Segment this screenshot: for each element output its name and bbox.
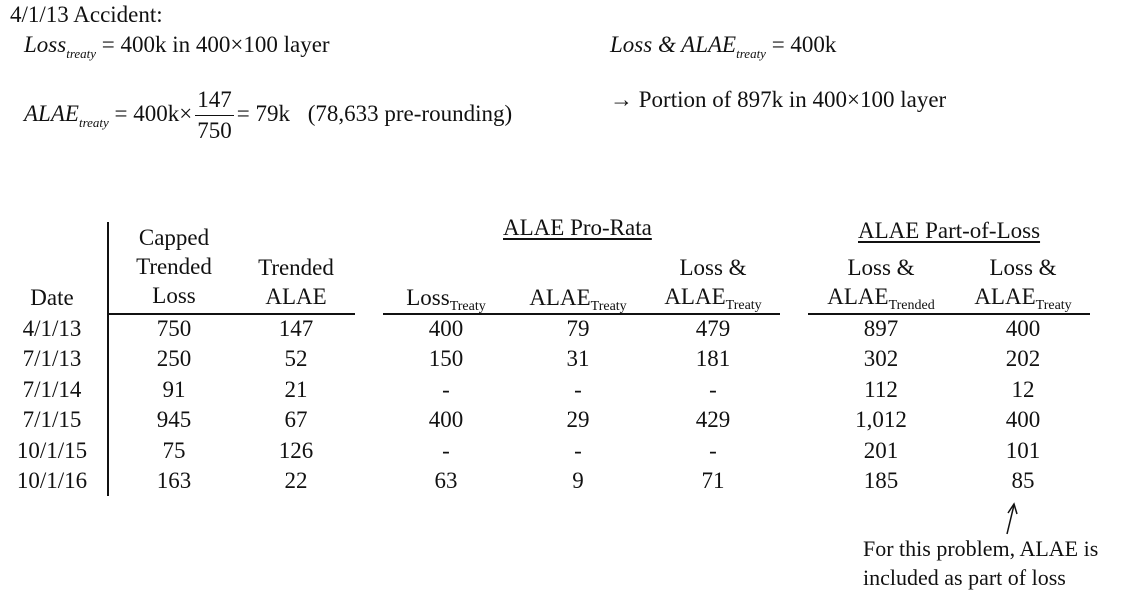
cell-loss-alae-treaty-pol: 12 — [1011, 376, 1035, 402]
cell-loss-alae-treaty: 479 — [695, 316, 731, 341]
loss-alae-equation-rhs: = 400k — [771, 32, 837, 57]
portion-note: → Portion of 897k in 400×100 layer — [610, 87, 947, 112]
cell-alae-treaty: - — [574, 376, 582, 402]
cell-date: 7/1/13 — [22, 346, 82, 372]
cell-loss-alae-trended: 897 — [863, 316, 899, 341]
loss-alae-subscript: treaty — [736, 46, 766, 61]
annotation-line-1: For this problem, ALAE is — [863, 536, 1099, 561]
loss-alae-treaty-equation — [610, 31, 836, 62]
header-line: ALAE — [265, 284, 327, 309]
fraction-denominator: 750 — [197, 118, 232, 143]
cell-capped-trended-loss: 750 — [156, 316, 192, 341]
cell-loss-alae-treaty-pol: 85 — [1011, 468, 1035, 493]
cell-loss-alae-treaty-pol: 202 — [1005, 346, 1041, 372]
cell-alae-treaty: 29 — [566, 407, 590, 433]
cell-date: 7/1/15 — [22, 407, 82, 433]
header-subscript: Treaty — [725, 298, 762, 313]
cell-loss-treaty: - — [442, 437, 450, 463]
alae-fraction — [195, 86, 234, 145]
col-header-loss-alae-treaty-prorata — [646, 253, 780, 315]
pre-rounding-note: (78,633 pre-rounding) — [307, 100, 513, 126]
loss-equation-rhs: = 400k in 400×100 layer — [101, 32, 330, 57]
header-line: Loss & — [679, 255, 747, 280]
cell-loss-treaty: 400 — [428, 407, 464, 433]
cell-loss-treaty: 63 — [434, 468, 458, 493]
cell-capped-trended-loss: 945 — [156, 407, 192, 433]
cell-alae-treaty: 79 — [566, 316, 590, 341]
cell-loss-treaty: - — [442, 376, 450, 402]
cell-capped-trended-loss: 91 — [162, 376, 186, 402]
header-line: Capped — [138, 225, 210, 250]
cell-loss-alae-trended: 302 — [863, 346, 899, 372]
cell-loss-treaty: 400 — [428, 316, 464, 341]
cell-trended-alae: 126 — [278, 437, 314, 463]
header-main: Loss — [406, 285, 450, 310]
cell-date: 7/1/14 — [22, 376, 82, 402]
cell-loss-alae-treaty: - — [709, 437, 717, 463]
loss-subscript: treaty — [66, 46, 97, 61]
col-header-loss-treaty — [383, 283, 509, 316]
header-subscript: Treaty — [590, 299, 627, 314]
cell-loss-alae-treaty: 429 — [695, 407, 731, 433]
cell-alae-treaty: 31 — [566, 346, 590, 372]
alae-subscript: treaty — [78, 114, 109, 130]
cell-trended-alae: 147 — [278, 316, 314, 341]
cell-alae-treaty: 9 — [572, 468, 584, 493]
col-header-loss-alae-treaty-partofloss — [956, 253, 1090, 315]
header-line: Trended — [258, 255, 334, 280]
group-header-prorata: ALAE Pro-Rata — [503, 215, 652, 240]
header-main: ALAE — [529, 285, 591, 310]
header-subscript: Trended — [888, 298, 935, 313]
col-header-loss-alae-trended — [808, 253, 954, 315]
col-header-date: Date — [30, 285, 74, 310]
cell-loss-alae-treaty: 181 — [695, 346, 731, 372]
cell-loss-alae-trended: 112 — [864, 376, 898, 402]
cell-loss-alae-trended: 201 — [863, 437, 899, 463]
alae-symbol: ALAE — [24, 100, 79, 126]
cell-trended-alae: 52 — [284, 346, 308, 372]
cell-trended-alae: 22 — [284, 468, 308, 493]
header-subscript: Treaty — [1035, 298, 1072, 313]
cell-loss-alae-treaty-pol: 400 — [1005, 316, 1041, 341]
cell-alae-treaty: - — [574, 437, 582, 463]
header-main: ALAE — [827, 284, 889, 309]
cell-date: 10/1/16 — [16, 468, 88, 493]
cell-loss-alae-treaty: - — [709, 376, 717, 402]
table-vertical-rule — [107, 222, 109, 496]
header-subscript: Treaty — [449, 299, 486, 314]
cell-loss-alae-trended: 185 — [863, 468, 899, 493]
loss-treaty-equation — [24, 31, 330, 62]
loss-symbol: Loss — [24, 32, 67, 57]
group-header-partofloss: ALAE Part-of-Loss — [858, 218, 1041, 243]
header-main: ALAE — [974, 284, 1036, 309]
cell-capped-trended-loss: 75 — [162, 437, 186, 463]
cell-capped-trended-loss: 163 — [156, 468, 192, 493]
accident-title: 4/1/13 Accident: — [10, 2, 163, 27]
alae-equation-post: = 79k — [236, 100, 290, 126]
thin-up-arrow-icon — [1000, 500, 1024, 536]
alae-treaty-equation — [24, 86, 512, 145]
loss-alae-symbol: Loss & ALAE — [610, 32, 737, 57]
col-header-capped-trended-loss — [112, 223, 236, 310]
annotation-line-2: included as part of loss — [863, 565, 1066, 590]
cell-loss-alae-treaty-pol: 400 — [1005, 407, 1041, 433]
header-line: Trended — [136, 254, 212, 279]
header-main: ALAE — [664, 284, 726, 309]
cell-trended-alae: 21 — [284, 376, 308, 402]
col-header-trended-alae — [238, 253, 354, 311]
header-line: Loss & — [989, 255, 1057, 280]
header-line: Loss & — [847, 255, 915, 280]
alae-equation-pre: = 400k× — [114, 100, 193, 126]
cell-loss-treaty: 150 — [428, 346, 464, 372]
cell-capped-trended-loss: 250 — [156, 346, 192, 372]
cell-loss-alae-treaty: 71 — [701, 468, 725, 493]
cell-loss-alae-treaty-pol: 101 — [1005, 437, 1041, 463]
cell-date: 4/1/13 — [22, 316, 82, 341]
header-line: Loss — [152, 283, 196, 308]
cell-date: 10/1/15 — [16, 437, 88, 463]
cell-trended-alae: 67 — [284, 407, 308, 433]
col-header-alae-treaty — [511, 283, 645, 316]
cell-loss-alae-trended: 1,012 — [855, 407, 907, 433]
fraction-numerator: 147 — [195, 86, 234, 116]
